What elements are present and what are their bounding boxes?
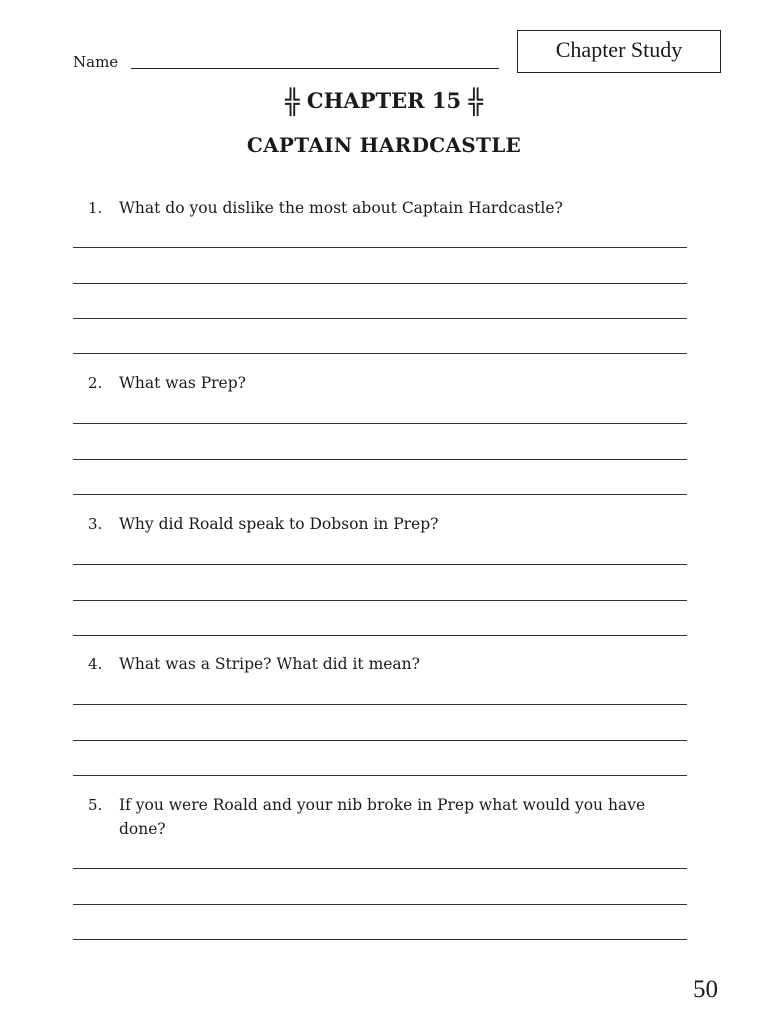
question-number: 4.	[88, 655, 103, 673]
answer-line[interactable]	[73, 494, 687, 495]
chapter-study-box	[517, 30, 721, 73]
answer-line[interactable]	[73, 740, 687, 741]
question-number: 3.	[88, 515, 103, 533]
answer-line[interactable]	[73, 564, 687, 565]
chapter-number: CHAPTER 15	[306, 88, 462, 113]
name-field-line[interactable]	[131, 68, 499, 69]
chapter-heading	[0, 87, 768, 116]
question-text: If you were Roald and your nib broke in Prep what would you have done?	[119, 796, 646, 838]
question-number: 5.	[88, 796, 103, 814]
answer-line[interactable]	[73, 283, 687, 284]
question-text: What was a Stripe? What did it mean?	[119, 655, 420, 673]
answer-line[interactable]	[73, 600, 687, 601]
answer-line[interactable]	[73, 353, 687, 354]
question-number: 2.	[88, 374, 103, 392]
question-text: What do you dislike the most about Captain Hardcastle?	[119, 199, 563, 217]
question-text: Why did Roald speak to Dobson in Prep?	[119, 515, 439, 533]
answer-line[interactable]	[73, 318, 687, 319]
answer-line[interactable]	[73, 459, 687, 460]
answer-line[interactable]	[73, 423, 687, 424]
answer-line[interactable]	[73, 635, 687, 636]
question-number: 1.	[88, 199, 103, 217]
chapter-study-label: Chapter Study	[555, 37, 683, 62]
question-text: What was Prep?	[119, 374, 246, 392]
answer-line[interactable]	[73, 904, 687, 905]
page-number: 50	[693, 976, 718, 1003]
ornament-right-icon: ╬	[468, 88, 483, 116]
chapter-title: CAPTAIN HARDCASTLE	[246, 133, 522, 157]
ornament-left-icon: ╬	[285, 88, 300, 116]
answer-line[interactable]	[73, 868, 687, 869]
answer-line[interactable]	[73, 247, 687, 248]
name-label: Name	[73, 53, 119, 71]
answer-line[interactable]	[73, 775, 687, 776]
answer-line[interactable]	[73, 704, 687, 705]
answer-line[interactable]	[73, 939, 687, 940]
